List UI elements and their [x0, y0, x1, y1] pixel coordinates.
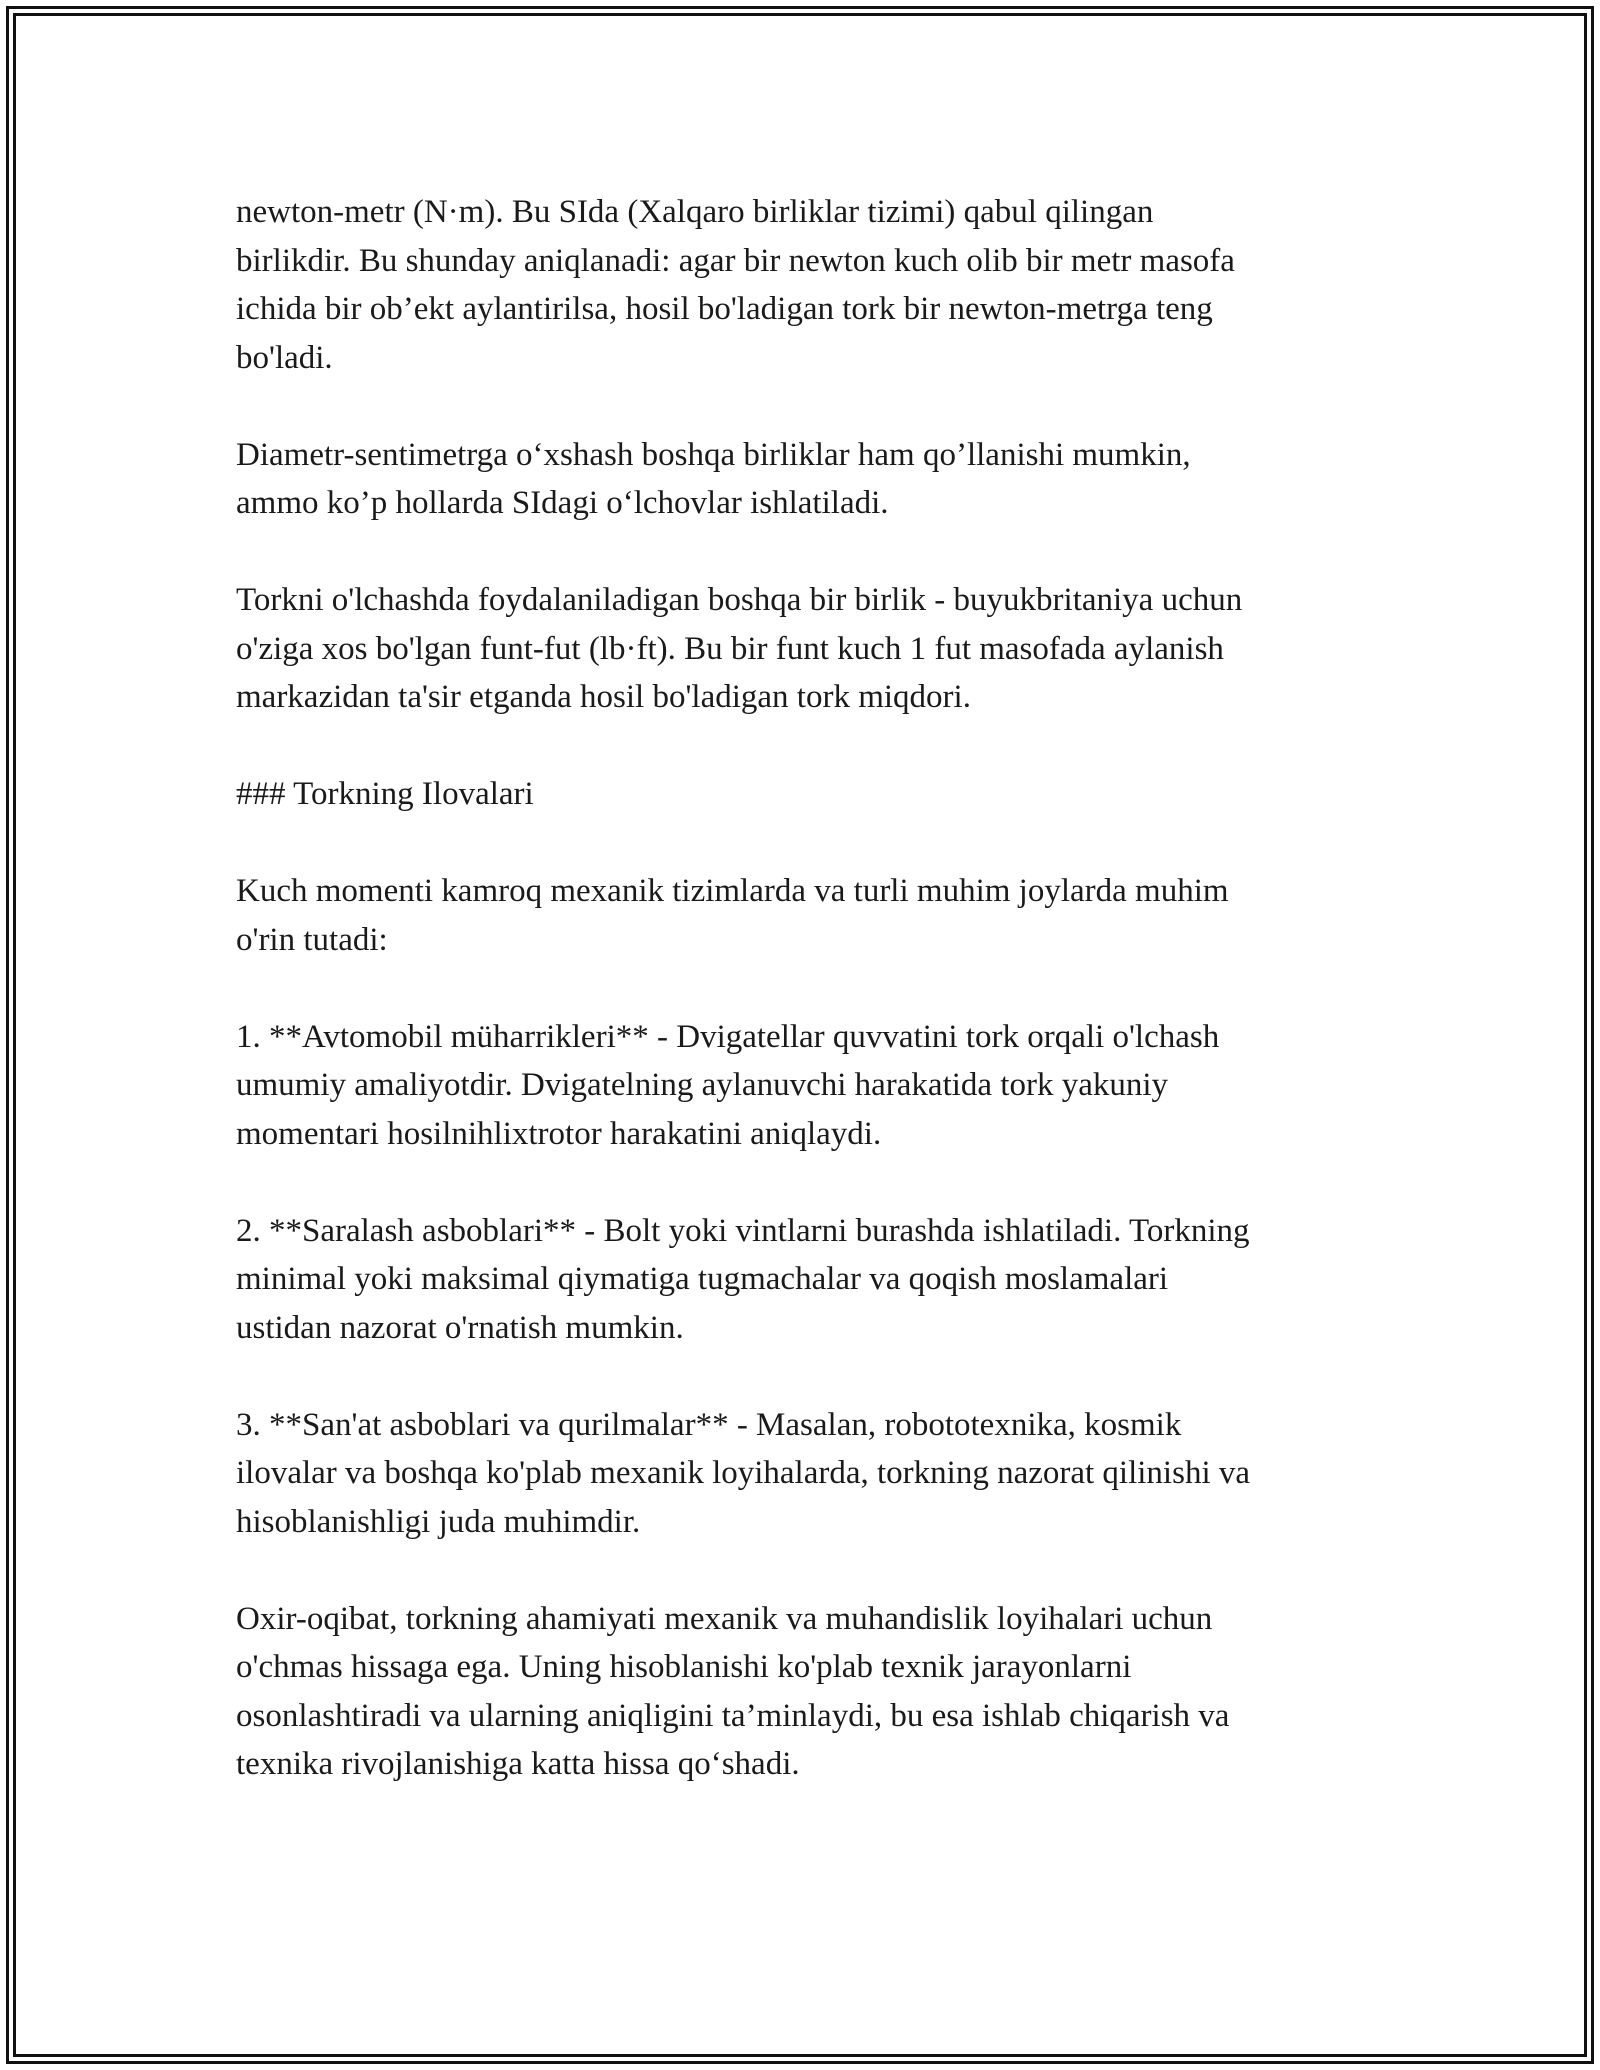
- list-item-automobile-engines: 1. **Avtomobil müharrikleri** - Dvigatellar quvvatini tork orqali o'lchash umumiy amaliyotdir. Dvigatelning aylanuvchi harakatida tork yakuniy momentari hosilnihlixtrotor harakatini aniqlaydi.: [236, 1018, 1220, 1152]
- paragraph-conclusion: Oxir-oqibat, torkning ahamiyati mexanik va muhandislik loyihalari uchun o'chmas hissaga ega. Uning hisoblanishi ko'plab texnik jarayonlarni osonlashtiradi va ularning aniqligini ta’minlaydi, bu esa ishlab chiqarish va texnika rivojlanishiga katta hissa qo‘shadi.: [236, 1600, 1230, 1782]
- paragraph-pound-foot: Torkni o'lchashda foydalaniladigan boshqa bir birlik - buyukbritaniya uchun o'ziga xos bo'lgan funt-fut (lb·ft). Bu bir funt kuch 1 fut masofada aylanish markazidan ta'sir etganda hosil bo'ladigan tork miqdori.: [236, 582, 1243, 715]
- section-heading-applications: ### Torkning Ilovalari: [236, 776, 534, 812]
- list-item-tools: 2. **Saralash asboblari** - Bolt yoki vintlarni burashda ishlatiladi. Torkning minimal yoki maksimal qiymatiga tugmachalar va qoqish moslamalari ustidan nazorat o'rnatish mumkin.: [236, 1212, 1250, 1346]
- paragraph-torque-units-si: newton-metr (N·m). Bu SIda (Xalqaro birliklar tizimi) qabul qilingan birlikdir. Bu shunday aniqlanadi: agar bir newton kuch olib bir metr masofa ichida bir ob’ekt aylantirilsa, hosil bo'ladigan tork bir newton-metrga teng bo'ladi.: [236, 194, 1235, 376]
- list-item-devices: 3. **San'at asboblari va qurilmalar** - Masalan, robototexnika, kosmik ilovalar va boshqa ko'plab mexanik loyihalarda, torkning nazorat qilinishi va hisoblanishligi juda muhimdir.: [236, 1406, 1251, 1540]
- paragraph-applications-intro: Kuch momenti kamroq mexanik tizimlarda va turli muhim joylarda muhim o'rin tutadi:: [236, 873, 1229, 958]
- document-body: [236, 188, 1386, 1837]
- paragraph-other-units: Diametr-sentimetrga o‘xshash boshqa birliklar ham qo’llanishi mumkin, ammo ko’p hollarda SIdagi o‘lchovlar ishlatiladi.: [236, 436, 1191, 521]
